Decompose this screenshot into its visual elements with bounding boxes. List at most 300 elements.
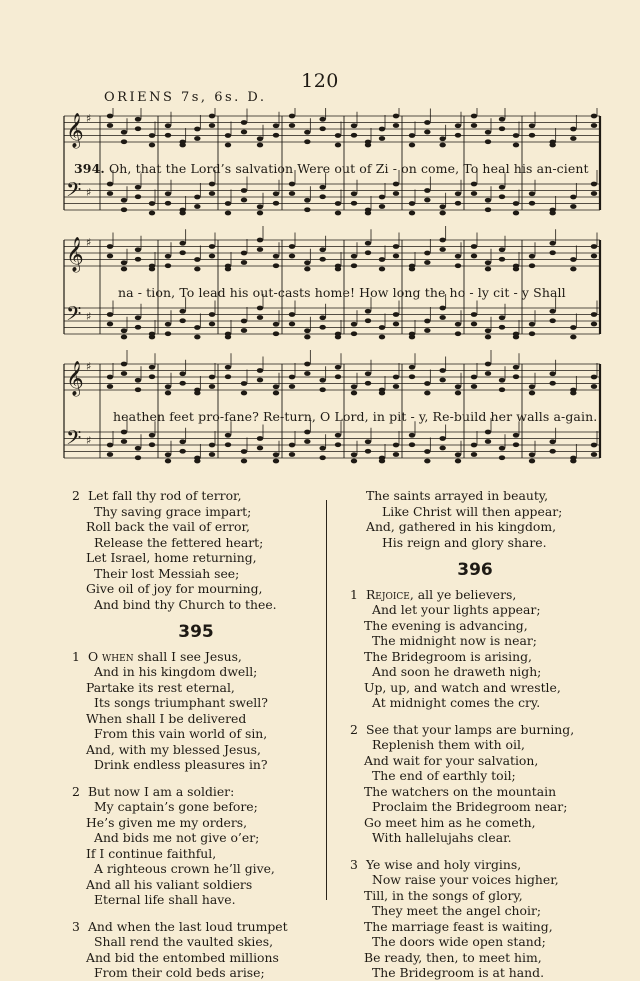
note-head [455,452,461,457]
note-head [241,328,247,333]
lyric-line-3: heathen feet pro-fane? Re-turn, O Lord, in pit - y, Re-build her walls a-gain. [113,409,598,424]
note-head [225,201,231,206]
note-head [209,452,215,457]
hymn395-stanza-2 [72,784,320,908]
verse-line: 3 And when the last loud trumpet [72,918,288,934]
note-head [471,114,477,119]
note-head [319,455,325,460]
note-head [289,375,295,380]
note-head [194,325,200,330]
note-head [591,452,597,457]
note-head [194,267,200,272]
note-head [485,198,491,203]
treble-clef-icon: 𝄞 [66,237,84,272]
note-head [225,374,231,379]
note-head [379,136,385,141]
lyric-text-1: Oh, that the Lord’s salvation Were out of Zi - on come, To heal his an-cient [108,161,589,176]
note-head [107,254,113,259]
verse-line: 2 See that your lamps are burning, [350,721,575,737]
note-head [273,254,279,259]
note-head [257,368,263,373]
note-head [351,452,357,457]
note-head [393,452,399,457]
note-head [209,123,215,128]
verse-line: Drink endless pleasures in? [94,757,268,772]
sharp-icon: ♯ [86,434,92,447]
verse-line: And bids me not give o’er; [94,830,260,845]
note-head [439,247,445,252]
note-head [570,127,576,132]
note-head [409,211,415,216]
verse-line: At midnight comes the cry. [372,695,541,710]
note-head [499,194,505,199]
note-head [135,257,141,262]
note-head [121,207,127,212]
note-head [439,368,445,373]
note-head [107,182,113,187]
verse-line: The midnight now is near; [372,633,537,648]
verse-line: The evening is advancing, [364,617,528,633]
note-head [409,365,415,370]
note-head [273,391,279,396]
note-head [225,267,231,272]
treble-clef-icon: 𝄞 [66,361,84,396]
note-head [549,211,555,216]
note-head [194,127,200,132]
note-head [529,201,535,206]
note-head [365,250,371,255]
bass-clef-icon: 𝄢 [66,426,82,454]
note-head [194,204,200,209]
hymn396-stanza-3 [350,857,600,981]
note-head [471,182,477,187]
note-head [499,117,505,122]
note-head [379,127,385,132]
note-head [149,133,155,138]
note-head [455,191,461,196]
note-head [289,182,295,187]
note-head [570,459,576,464]
verse-line: They meet the angel choir; [372,903,542,918]
note-head [485,260,491,265]
note-head [513,374,519,379]
note-head [241,391,247,396]
note-head [591,375,597,380]
note-head [194,195,200,200]
note-head [135,117,141,122]
note-head [570,204,576,209]
note-head [570,257,576,262]
score-hymn-number: 394. [74,161,105,176]
note-head [209,254,215,259]
verse-line: And, with my blessed Jesus, [86,741,261,757]
note-head [499,446,505,451]
left-column [72,488,320,981]
sharp-icon: ♯ [86,360,92,373]
verse-line: Let Israel, home returning, [86,550,257,565]
note-head [149,267,155,272]
note-head [591,123,597,128]
note-head [273,133,279,138]
note-head [499,126,505,131]
note-head [455,459,461,464]
note-head [257,211,263,216]
verse-line: The marriage feast is waiting, [364,918,553,934]
note-head [257,446,263,451]
note-head [529,452,535,457]
note-head [365,241,371,246]
note-head [257,315,263,320]
note-head [393,322,399,327]
note-head [107,312,113,317]
note-head [165,452,171,457]
verse-line: He’s given me my orders, [86,814,248,830]
note-head [499,247,505,252]
note-head [273,123,279,128]
note-head [289,254,295,259]
note-head [179,309,185,314]
note-head [273,459,279,464]
note-head [209,322,215,327]
verse-line: And, gathered in his kingdom, [366,519,557,534]
verse-line: Give oil of joy for mourning, [86,581,263,596]
note-head [209,114,215,119]
note-head [194,136,200,141]
note-head [149,201,155,206]
note-head [209,312,215,317]
note-head [455,391,461,396]
note-head [107,114,113,119]
verse-line: Release the fettered heart; [94,534,264,550]
note-head [439,143,445,148]
note-head [549,241,555,246]
note-head [591,191,597,196]
note-head [107,191,113,196]
column-divider [326,500,327,900]
note-head [424,251,430,256]
note-head [273,452,279,457]
note-head [107,384,113,389]
note-head [304,328,310,333]
note-head [424,328,430,333]
note-head [257,136,263,141]
note-head [549,250,555,255]
note-head [424,381,430,386]
verse-line: From their cold beds arise; [94,965,265,980]
note-head [455,133,461,138]
note-head [319,194,325,199]
note-head [319,387,325,392]
note-head [225,433,231,438]
note-head [273,331,279,336]
note-head [439,436,445,441]
note-head [135,446,141,451]
note-head [591,443,597,448]
note-head [351,263,357,268]
note-head [273,191,279,196]
note-head [379,195,385,200]
tune-name: ORIENS 7s, 6s. D. [104,90,267,105]
note-head [513,211,519,216]
note-head [529,391,535,396]
note-head [335,335,341,340]
note-head [304,198,310,203]
note-head [273,384,279,389]
note-head [499,325,505,330]
note-head [319,185,325,190]
note-head [121,362,127,367]
note-head [570,325,576,330]
note-head [393,114,399,119]
note-head [289,312,295,317]
note-head [241,449,247,454]
note-head [471,123,477,128]
note-head [304,371,310,376]
note-head [424,459,430,464]
note-head [289,191,295,196]
sharp-icon: ♯ [86,186,92,199]
note-head [393,443,399,448]
note-head [549,318,555,323]
note-head [135,247,141,252]
note-head [485,267,491,272]
verse-line: Eternal life shall have. [94,892,236,907]
note-head [424,130,430,135]
note-head [471,191,477,196]
note-head [591,182,597,187]
verse-line: 2 Let fall thy rod of terror, [72,488,242,503]
note-head [225,365,231,370]
note-head [393,191,399,196]
note-head [471,375,477,380]
note-head [335,442,341,447]
note-head [471,254,477,259]
note-head [409,267,415,272]
verse-line: If I continue faithful, [86,845,217,861]
verse-line: Shall rend the vaulted skies, [94,934,274,949]
note-head [529,133,535,138]
note-head [351,391,357,396]
note-head [455,123,461,128]
note-head [591,114,597,119]
note-head [570,195,576,200]
note-head [149,211,155,216]
verse-line: A righteous crown he’ll give, [94,861,275,876]
note-head [439,378,445,383]
note-head [351,459,357,464]
note-head [424,188,430,193]
verse-line: 1 O when shall I see Jesus, [72,648,242,664]
note-head [439,211,445,216]
note-head [149,365,155,370]
hymn395-stanza-3 [72,919,320,981]
hymn396-stanza-2 [350,722,600,846]
note-head [471,244,477,249]
verse-line: From this vain world of sin, [94,726,268,741]
note-head [335,365,341,370]
note-head [135,185,141,190]
note-head [225,143,231,148]
bass-clef-icon: 𝄢 [66,178,82,206]
note-head [379,325,385,330]
note-head [335,143,341,148]
note-head [591,384,597,389]
note-head [513,433,519,438]
sharp-icon: ♯ [86,310,92,323]
note-head [393,182,399,187]
treble-clef-icon: 𝄞 [66,113,84,148]
note-head [439,306,445,311]
note-head [549,143,555,148]
note-head [241,198,247,203]
verse-line: And soon he draweth nigh; [372,664,542,679]
note-head [121,267,127,272]
note-head [304,439,310,444]
note-head [393,312,399,317]
note-head [121,439,127,444]
note-head [485,439,491,444]
note-head [319,247,325,252]
note-head [179,371,185,376]
note-head [409,433,415,438]
note-head [439,204,445,209]
verse-line: 3 Ye wise and holy virgins, [350,856,522,872]
note-head [351,191,357,196]
hymn396-stanza-1 [350,587,600,711]
note-head [121,198,127,203]
note-head [165,133,171,138]
note-head [529,384,535,389]
note-head [365,318,371,323]
hymn394-stanza-2 [72,488,320,612]
note-head [485,328,491,333]
note-head [529,123,535,128]
note-head [304,260,310,265]
note-head [485,207,491,212]
verse-line: 1 Rejoice, all ye believers, [350,586,517,602]
verse-line: When shall I be delivered [86,710,247,726]
note-head [513,143,519,148]
note-head [499,387,505,392]
note-head [591,312,597,317]
verse-line: Like Christ will then appear; [382,503,563,519]
note-head [549,371,555,376]
note-head [424,260,430,265]
note-head [455,384,461,389]
note-head [241,260,247,265]
note-head [107,244,113,249]
note-head [165,191,171,196]
note-head [241,381,247,386]
note-head [135,315,141,320]
note-head [319,325,325,330]
note-head [304,335,310,340]
note-head [179,449,185,454]
note-head [365,371,371,376]
verse-line: The Bridegroom is arising, [364,648,532,664]
note-head [209,182,215,187]
note-head [135,126,141,131]
verse-line: Up, up, and watch and wrestle, [364,679,561,695]
verse-line: Its songs triumphant swell? [94,695,268,710]
note-head [107,322,113,327]
note-head [513,442,519,447]
note-head [121,371,127,376]
note-head [591,244,597,249]
note-head [529,322,535,327]
note-head [513,365,519,370]
note-head [289,123,295,128]
note-head [179,318,185,323]
note-head [121,130,127,135]
note-head [455,263,461,268]
note-head [289,384,295,389]
note-head [471,322,477,327]
hymn-number-395: 395 [178,622,214,642]
note-head [439,136,445,141]
note-head [499,185,505,190]
note-head [289,244,295,249]
note-head [241,188,247,193]
note-head [529,254,535,259]
note-head [365,449,371,454]
note-head [379,335,385,340]
note-head [179,439,185,444]
note-head [273,322,279,327]
note-head [165,331,171,336]
note-head [165,263,171,268]
note-head [194,459,200,464]
note-head [319,257,325,262]
note-head [121,430,127,435]
note-head [393,244,399,249]
verse-line: Roll back the vail of error, [86,519,250,534]
note-head [179,143,185,148]
note-head [209,375,215,380]
note-head [257,378,263,383]
note-head [393,123,399,128]
note-head [304,139,310,144]
note-head [424,319,430,324]
note-head [409,374,415,379]
note-head [241,319,247,324]
verse-line: The saints arrayed in beauty, [366,488,549,503]
note-head [455,331,461,336]
note-head [485,335,491,340]
note-head [351,384,357,389]
note-head [304,207,310,212]
note-head [319,126,325,131]
verse-line: His reign and glory share. [382,534,547,550]
note-head [209,244,215,249]
note-head [225,442,231,447]
note-head [513,133,519,138]
note-head [335,211,341,216]
hymn394-continuation [350,488,600,550]
note-head [365,211,371,216]
note-head [209,191,215,196]
note-head [257,436,263,441]
verse-line: Till, in the songs of glory, [364,887,523,903]
note-head [379,267,385,272]
note-head [257,143,263,148]
note-head [471,443,477,448]
note-head [570,136,576,141]
note-head [121,328,127,333]
note-head [379,204,385,209]
page-number: 120 [301,70,339,92]
verse-line: Be ready, then, to meet him, [364,949,542,965]
